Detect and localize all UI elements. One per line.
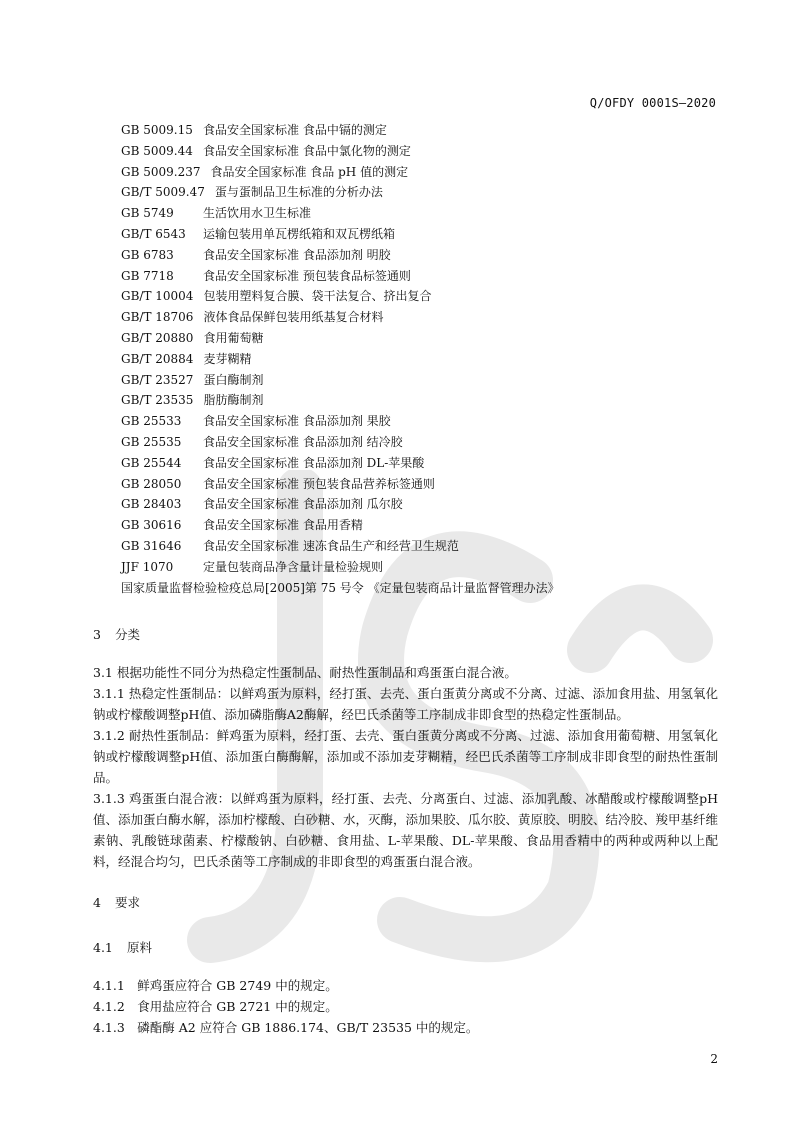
reference-item	[121, 578, 721, 599]
clause-4-1-2: 4.1.2 食用盐应符合 GB 2721 中的规定。	[93, 999, 338, 1014]
reference-code: GB/T 10004	[121, 289, 194, 304]
reference-item	[121, 203, 721, 224]
reference-item	[121, 245, 721, 266]
reference-item	[121, 390, 721, 411]
reference-title: 食品安全国家标准 食品添加剂 DL-苹果酸	[203, 455, 425, 470]
section-number: 4	[93, 895, 101, 910]
reference-title: 包装用塑料复合膜、袋干法复合、挤出复合	[203, 289, 432, 304]
reference-item	[121, 557, 721, 578]
reference-title: 食品安全国家标准 预包装食品营养标签通则	[203, 476, 435, 491]
reference-code: GB/T 5009.47	[121, 185, 205, 200]
reference-title: 国家质量监督检验检疫总局[2005]第 75 号令 《定量包装商品计量监督管理办法》	[121, 580, 560, 595]
reference-code: GB 5009.44	[121, 143, 193, 158]
reference-item	[121, 474, 721, 495]
reference-title: 食品安全国家标准 食品中镉的测定	[203, 123, 387, 137]
subsection-heading-raw-materials	[93, 938, 152, 956]
reference-title: 食品安全国家标准 食品中氯化物的测定	[203, 143, 411, 158]
clause-3-1-2: 3.1.2 耐热性蛋制品：鲜鸡蛋为原料，经打蛋、去壳、蛋白蛋黄分离或不分离、过滤、添加食用葡萄糖、用氢氧化钠或柠檬酸调整pH值、添加蛋白酶酶解，添加或不添加麦芽糊精，经巴氏杀菌等工序制成非即食型的耐热性蛋制品。	[93, 728, 718, 785]
reference-item	[121, 494, 721, 515]
clause-4-1-1: 4.1.1 鲜鸡蛋应符合 GB 2749 中的规定。	[93, 978, 338, 993]
reference-item	[121, 286, 721, 307]
reference-code: GB/T 6543	[121, 226, 186, 241]
reference-title: 生活饮用水卫生标准	[203, 206, 312, 221]
reference-item	[121, 328, 721, 349]
reference-code: JJF 1070	[121, 559, 174, 574]
reference-item	[121, 162, 721, 183]
reference-title: 食品安全国家标准 食品添加剂 结冷胶	[203, 434, 403, 449]
clause-3-1: 3.1 根据功能性不同分为热稳定性蛋制品、耐热性蛋制品和鸡蛋蛋白混合液。	[93, 665, 517, 680]
section-number: 3	[93, 627, 101, 642]
reference-code: GB 5749	[121, 206, 174, 221]
reference-item	[121, 141, 721, 162]
section-title: 原料	[127, 940, 153, 955]
reference-item	[121, 307, 721, 328]
reference-title: 食品安全国家标准 速冻食品生产和经营卫生规范	[203, 538, 459, 553]
page-number: 2	[710, 1052, 718, 1066]
reference-code: GB 25544	[121, 455, 182, 470]
reference-item	[121, 453, 721, 474]
reference-item	[121, 411, 721, 432]
reference-code: GB 5009.15	[121, 123, 193, 137]
clause-4-1-3: 4.1.3 磷酯酶 A2 应符合 GB 1886.174、GB/T 23535 中的规定。	[93, 1020, 479, 1035]
reference-item	[121, 182, 721, 203]
reference-code: GB 25535	[121, 434, 182, 449]
reference-item	[121, 120, 721, 141]
reference-item	[121, 370, 721, 391]
reference-title: 食用葡萄糖	[203, 330, 264, 345]
reference-code: GB 5009.237	[121, 164, 201, 179]
reference-item	[121, 266, 721, 287]
reference-title: 液体食品保鲜包装用纸基复合材料	[203, 310, 384, 325]
reference-item	[121, 224, 721, 245]
reference-item	[121, 432, 721, 453]
section-number: 4.1	[93, 940, 113, 955]
reference-title: 蛋白酶制剂	[203, 372, 264, 387]
reference-code: GB 31646	[121, 538, 182, 553]
reference-title: 脂肪酶制剂	[203, 393, 264, 408]
reference-code: GB 30616	[121, 518, 182, 533]
reference-title: 食品安全国家标准 食品添加剂 瓜尔胶	[203, 497, 403, 512]
section-title: 分类	[115, 627, 141, 642]
document-code-header: Q/OFDY 0001S—2020	[589, 96, 716, 110]
reference-title: 食品安全国家标准 食品添加剂 明胶	[203, 247, 391, 262]
reference-item	[121, 536, 721, 557]
clause-3-1-1: 3.1.1 热稳定性蛋制品：以鲜鸡蛋为原料，经打蛋、去壳、蛋白蛋黄分离或不分离、过滤、添加食用盐、用氢氧化钠或柠檬酸调整pH值、添加磷脂酶A2酶解，经巴氏杀菌等工序制成非即食型的热稳定性蛋制品。	[93, 686, 718, 722]
reference-title: 食品安全国家标准 食品 pH 值的测定	[210, 164, 409, 179]
reference-code: GB/T 20884	[121, 351, 194, 366]
reference-title: 食品安全国家标准 食品添加剂 果胶	[203, 414, 391, 429]
reference-item	[121, 515, 721, 536]
reference-title: 定量包装商品净含量计量检验规则	[203, 559, 384, 574]
reference-title: 麦芽糊精	[203, 351, 252, 366]
reference-code: GB/T 23527	[121, 372, 194, 387]
reference-code: GB 7718	[121, 268, 174, 283]
reference-code: GB 28050	[121, 476, 182, 491]
clause-3-1-3: 3.1.3 鸡蛋蛋白混合液：以鲜鸡蛋为原料，经打蛋、去壳、分离蛋白、过滤、添加乳酸、冰醋酸或柠檬酸调整pH值、添加蛋白酶水解，添加柠檬酸、白砂糖、水，灭酶，添加果胶、瓜尔胶、黄原胶、明胶、结冷胶、羧甲基纤维素钠、乳酸链球菌素、柠檬酸钠、白砂糖、食用盐、L-苹果酸、DL-苹果酸、食品用香精中的两种或两种以上配料，经混合均匀，巴氏杀菌等工序制成的非即食型的鸡蛋蛋白混合液。	[93, 791, 719, 869]
normative-references-list	[121, 120, 721, 598]
reference-code: GB 28403	[121, 497, 182, 512]
section-title: 要求	[115, 895, 141, 910]
section-heading-requirements	[93, 893, 140, 911]
section-heading-classification	[93, 625, 140, 643]
reference-code: GB/T 18706	[121, 310, 194, 325]
reference-code: GB/T 20880	[121, 330, 194, 345]
reference-title: 食品安全国家标准 食品用香精	[203, 518, 363, 533]
reference-title: 蛋与蛋制品卫生标准的分析办法	[214, 185, 383, 200]
reference-code: GB 25533	[121, 414, 182, 429]
reference-title: 运输包装用单瓦楞纸箱和双瓦楞纸箱	[203, 226, 396, 241]
reference-item	[121, 349, 721, 370]
reference-code: GB 6783	[121, 247, 174, 262]
reference-code: GB/T 23535	[121, 393, 194, 408]
reference-title: 食品安全国家标准 预包装食品标签通则	[203, 268, 411, 283]
